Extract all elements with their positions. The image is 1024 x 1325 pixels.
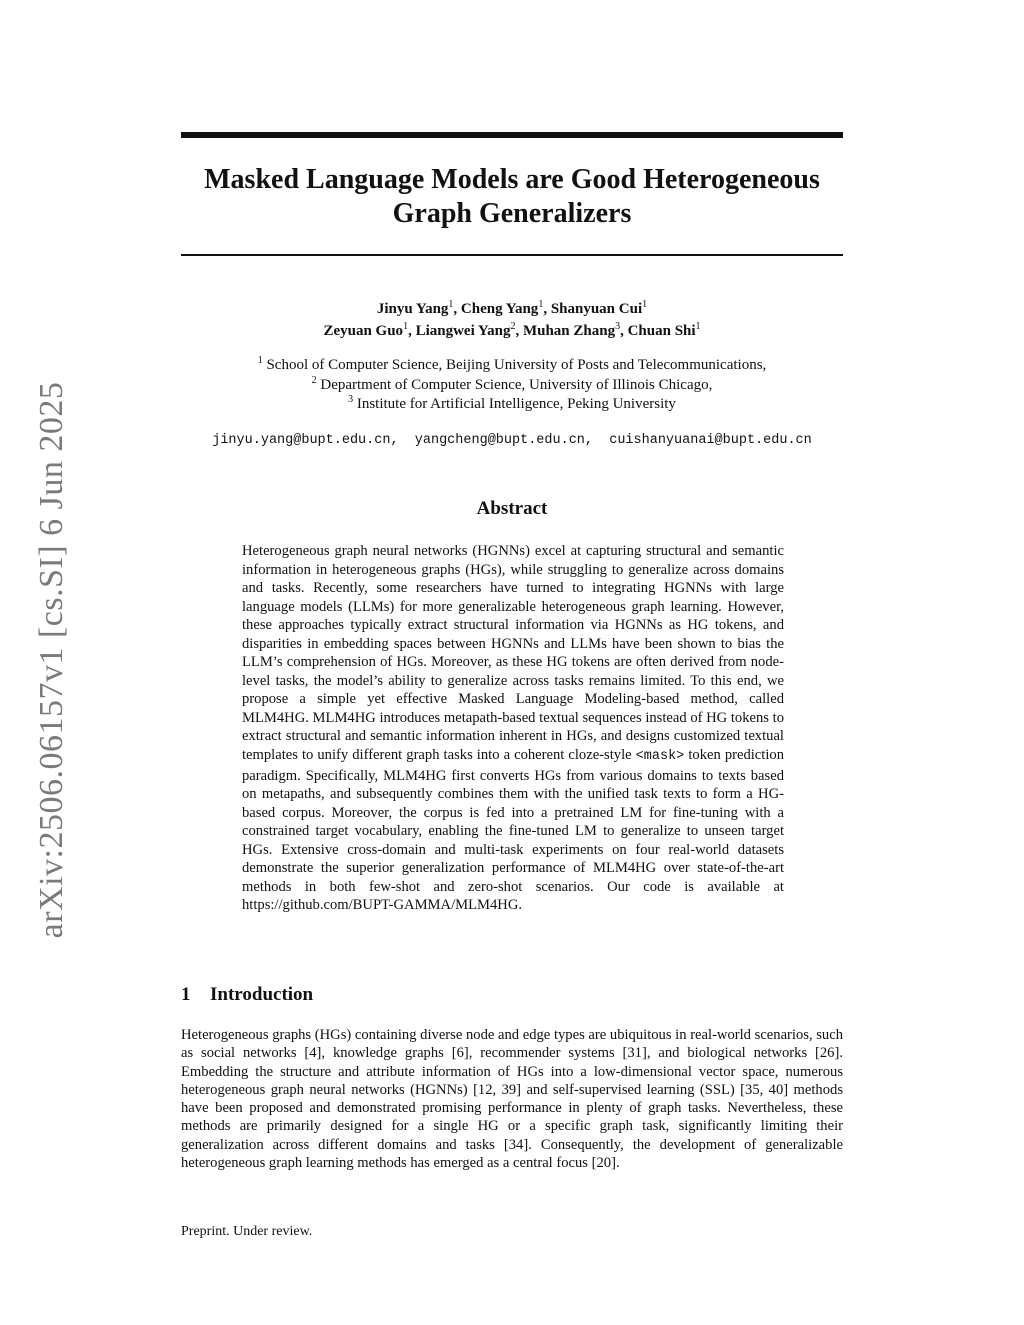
affiliation [181,395,843,415]
mask-token: <mask> [635,749,685,765]
abstract-text: token prediction paradigm. Specifically, MLM4HG first converts HGs from various domains to texts based on metapaths, and subsequently combines them with the unified task texts to form a HG-based corpus. Moreover, the corpus is fed into a pretrained LM for fine-tuning with a constrained target vocabulary, enabling the fine-tuned LM to generalize to unseen target HGs. Extensive cross-domain and multi-task experiments on four real-world datasets demonstrate the superior generalization performance of MLM4HG over state-of-the-art methods in both few-shot and zero-shot scenarios. Our code is available at https://github.com/BUPT-GAMMA/MLM4HG. [242,747,784,914]
author-affiliation-mark: 1 [695,321,701,332]
section-number: 1 [181,984,191,1005]
arxiv-identifier: arXiv:2506.06157v1 [cs.SI] 6 Jun 2025 [33,381,70,939]
author-name: Zeyuan Guo [323,323,404,339]
abstract-heading: Abstract [476,498,548,519]
section-title: Introduction [210,984,314,1005]
section-heading-introduction [181,983,843,1007]
affiliation-text: Department of Computer Science, University of Illinois Chicago, [320,376,713,393]
author-list [181,298,843,342]
abstract-text: Heterogeneous graph neural networks (HGNNs) excel at capturing structural and semantic information in heterogeneous graphs (HGs), while struggling to generalize across domains and tasks. Recently, some researchers have turned to integrating HGNNs with large language models (LLMs) for more generalizable heterogeneous graph learning. However, these approaches typically extract structural information via HGNNs as HG tokens, and disparities in embedding spaces between HGNNs and LLMs have been shown to bias the LLM’s comprehension of HGs. Moreover, as these HG tokens are often derived from node-level tasks, the model’s ability to generalize across tasks remains limited. To this end, we propose a simple yet effective Masked Language Modeling-based method, called MLM4HG. MLM4HG introduces metapath-based textual sequences instead of HG tokens to extract structural and semantic information inherent in HGs, and designs customized textual templates to unify different graph tasks into a coherent cloze-style [242,543,784,764]
paper-title: Masked Language Models are Good Heterogeneous Graph Generalizers [204,164,820,229]
introduction-paragraph: Heterogeneous graphs (HGs) containing diverse node and edge types are ubiquitous in real-world scenarios, such as social networks [4], knowledge graphs [6], recommender systems [31], and biological networks [26]. Embedding the structure and attribute information of HGs into a low-dimensional vector space, numerous heterogeneous graph neural networks (HGNNs) [12, 39] and self-supervised learning (SSL) [35, 40] methods have been proposed and demonstrated promising performance in plenty of graph tasks. Nevertheless, these methods are primarily designed for a single HG or a specific graph task, significantly limiting their generalization across different domains and tasks [34]. Consequently, the development of generalizable heterogeneous graph learning methods has emerged as a central focus [20]. [181,1027,843,1172]
author-line-1: Jinyu Yang$^1$, Cheng Yang$^1$, Shanyuan Cui$^1$ [376,299,648,317]
author-line-2: Zeyuan Guo$^1$, Liangwei Yang$^2$, Muhan Zhang$^3$, Chuan Shi$^1$ [323,321,701,339]
title-top-rule [181,132,843,138]
author-name: Cheng Yang [460,301,539,317]
affiliation-number: 1 [257,355,263,366]
abstract-body [242,542,784,915]
affiliation-text: Institute for Artificial Intelligence, Peking University [356,396,676,412]
author-affiliation-mark: 1 [642,299,648,310]
author-name: Muhan Zhang [522,323,616,339]
email: jinyu.yang@bupt.edu.cn, [212,433,399,448]
author-name: Liangwei Yang [415,323,511,339]
email: yangcheng@bupt.edu.cn, [414,433,594,448]
author-affiliation-mark: 3 [615,321,621,332]
title-bottom-rule [181,254,843,256]
email: cuishanyuanai@bupt.edu.cn [609,433,812,448]
author-name: Shanyuan Cui [550,301,643,317]
affiliation-number: 2 [311,374,317,386]
author-name: Jinyu Yang [376,301,449,317]
page-footer: Preprint. Under review. [181,1224,313,1239]
affiliation-list [181,356,843,415]
author-affiliation-mark: 1 [403,321,409,332]
affiliation-number: 3 [348,394,354,405]
affiliation [181,376,843,396]
author-affiliation-mark: 2 [510,321,516,332]
affiliation-text: School of Computer Science, Beijing University of Posts and Telecommunications, [266,357,767,373]
affiliation [181,356,843,376]
author-name: Chuan Shi [627,323,696,339]
author-affiliation-mark: 1 [448,299,454,310]
author-affiliation-mark: 1 [538,299,544,310]
author-emails [181,432,843,450]
